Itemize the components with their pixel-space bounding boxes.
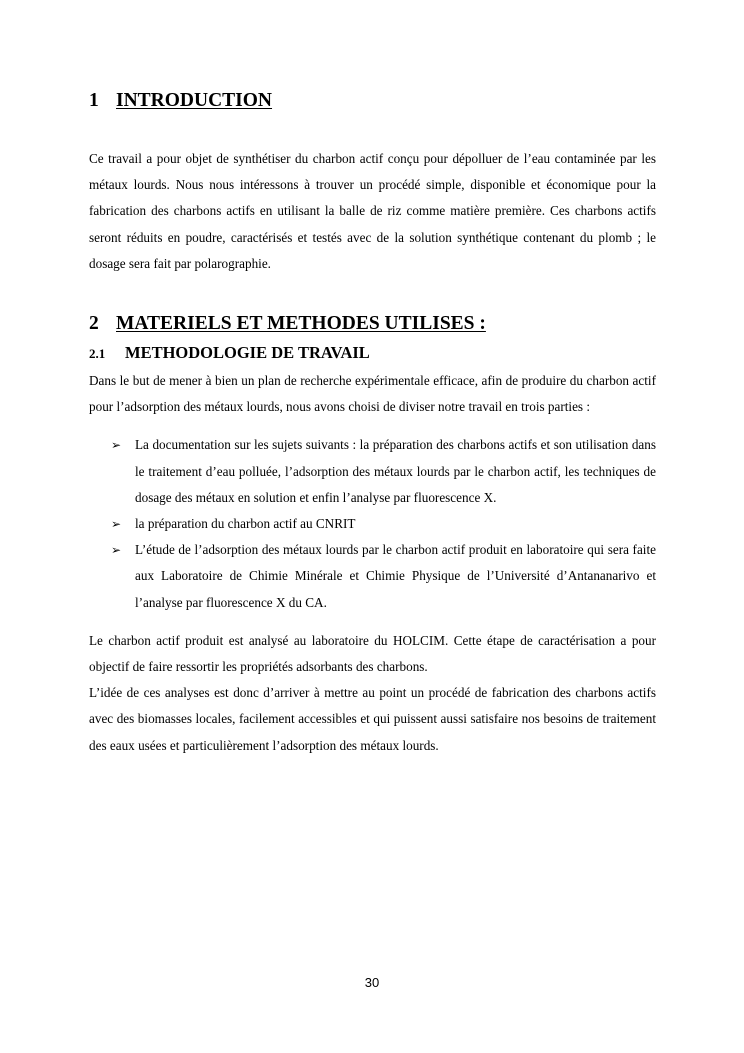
list-item — [89, 511, 656, 537]
bullet-list — [89, 432, 656, 615]
list-item-text: la préparation du charbon actif au CNRIT — [135, 516, 356, 532]
section-heading-introduction — [89, 88, 656, 114]
arrow-bullet-icon: ➢ — [111, 543, 122, 558]
section-title: INTRODUCTION — [116, 90, 273, 111]
method-paragraph: Dans le but de mener à bien un plan de recherche expérimentale efficace, afin de produire du charbon actif pour l’adsorption des métaux lourds, nous avons choisi de diviser notre travail en trois parties : — [89, 373, 656, 415]
section-number: 2 — [89, 313, 99, 335]
list-item-text: La documentation sur les sujets suivants : la préparation des charbons actifs et son utilisation dans le traitement d’eau polluée, l’adsorption des métaux lourds par le charbon actif, les techniques de dosage des métaux en solution et enfin l’analyse par fluorescence X. — [135, 437, 656, 505]
list-item — [89, 432, 656, 511]
intro-paragraph: Ce travail a pour objet de synthétiser du charbon actif conçu pour dépolluer de l’eau contaminée par les métaux lourds. Nous nous intéressons à trouver un procédé simple, disponible et économique pour la fabrication des charbons actifs en utilisant la balle de riz comme matière première. Ces charbons actifs seront réduits en poudre, caractérisés et testés avec de la solution synthétique contenant du plomb ; le dosage sera fait par polarographie. — [89, 151, 656, 271]
page-content — [89, 88, 656, 759]
section-title: MATERIELS ET METHODES UTILISES : — [116, 313, 486, 335]
section-number: 1 — [89, 90, 99, 111]
list-item — [89, 537, 656, 616]
section-heading-materiels — [89, 311, 656, 337]
page-number: 30 — [364, 975, 380, 990]
closing-paragraph-2: L’idée de ces analyses est donc d’arriver à mettre au point un procédé de fabrication des charbons actifs avec des biomasses locales, facilement accessibles et qui puissent aussi satisfaire nos besoins de traitement des eaux usées et particulièrement l’adsorption des métaux lourds. — [89, 685, 656, 753]
subsection-title: METHODOLOGIE DE TRAVAIL — [125, 343, 370, 363]
closing-paragraph-1: Le charbon actif produit est analysé au laboratoire du HOLCIM. Cette étape de caractérisation a pour objectif de faire ressortir les propriétés adsorbants des charbons. — [89, 632, 656, 675]
list-item-text: L’étude de l’adsorption des métaux lourds par le charbon actif produit en laboratoire qui sera faite aux Laboratoire de Chimie Minérale et Chimie Physique de l’Université d’Antananarivo et l’analyse par fluorescence X du CA. — [135, 542, 656, 610]
arrow-bullet-icon: ➢ — [111, 438, 122, 453]
subsection-heading-methodologie — [89, 342, 656, 365]
arrow-bullet-icon: ➢ — [111, 517, 122, 532]
subsection-number: 2.1 — [89, 346, 106, 362]
